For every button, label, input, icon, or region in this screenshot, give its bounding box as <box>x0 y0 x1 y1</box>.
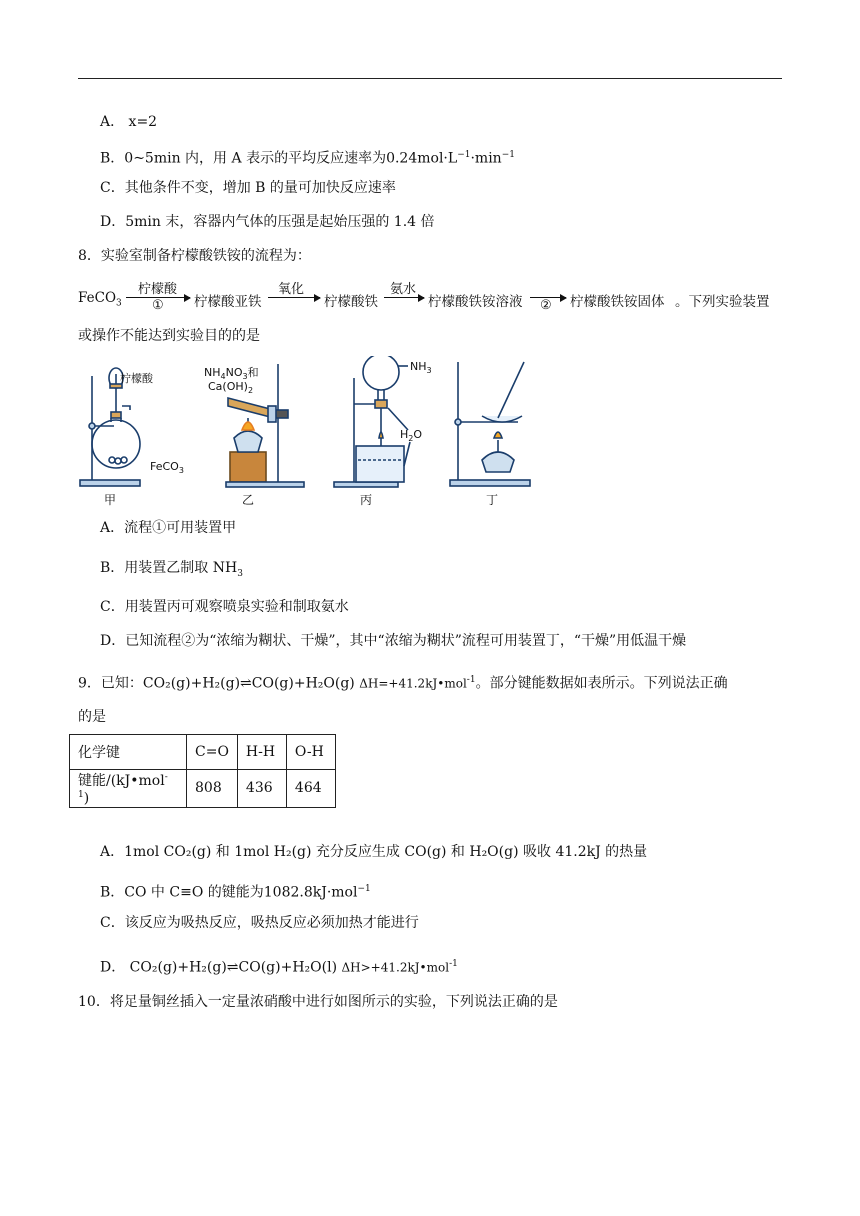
apparatus-ding <box>450 362 530 486</box>
q10-stem: 10．将足量铜丝插入一定量浓硝酸中进行如图所示的实验，下列说法正确的是 <box>78 994 558 1010</box>
table-header-cell: O-H <box>286 735 335 770</box>
table-cell: 436 <box>237 770 286 808</box>
flow-arrow-3 <box>384 297 424 298</box>
q8-stem-2: 或操作不能达到实验目的的是 <box>78 328 260 344</box>
label-ding: 丁 <box>486 493 499 507</box>
apparatus-jia <box>80 368 140 486</box>
flow-node-1: 柠檬酸亚铁 <box>194 294 262 310</box>
flow-step4-num: ② <box>540 298 552 313</box>
table-cell: 464 <box>286 770 335 808</box>
q7-option-d: D．5min 末，容器内气体的压强是起始压强的 1.4 倍 <box>100 214 435 230</box>
table-header-cell: H-H <box>237 735 286 770</box>
q9-option-a: A．1mol CO₂(g) 和 1mol H₂(g) 充分反应生成 CO(g) 和 H₂O(g) 吸收 41.2kJ 的热量 <box>100 844 648 860</box>
flow-node-feco3: FeCO$_3$ <box>78 290 122 309</box>
q9-option-c: C．该反应为吸热反应，吸热反应必须加热才能进行 <box>100 915 419 931</box>
table-header-cell: 化学键 <box>70 735 187 770</box>
flow-node-4: 柠檬酸铁铵固体 <box>570 294 665 310</box>
q7-option-c: C．其他条件不变，增加 B 的量可加快反应速率 <box>100 180 396 196</box>
label-reagent-yi: $NH_4NO_3$和 <box>204 366 259 381</box>
q8-option-b: B．用装置乙制取 $NH_3$ <box>100 560 243 579</box>
flow-step1-num: ① <box>152 298 164 313</box>
label-feco3: FeCO$_3$ <box>150 460 184 475</box>
q9-stem: 9．已知：CO₂(g)+H₂(g)⇌CO(g)+H₂O(g) ΔH=+41.2kJ•mol$^{-1}$。部分键能数据如表所示。下列说法正确 <box>78 675 728 692</box>
flow-step1-label: 柠檬酸 <box>138 282 178 297</box>
label-jia: 甲 <box>104 493 117 507</box>
q7-option-b: B．0~5min 内，用 A 表示的平均反应速率为$0.24mol\cdot L^{-1}\cdot\min^{-1}$ <box>100 150 515 167</box>
table-row-label: 键能/(kJ•mol$^{-1}$) <box>70 770 187 808</box>
q8-option-a: A．流程①可用装置甲 <box>100 520 237 536</box>
q8-apparatus-figure <box>78 356 548 510</box>
q9-option-b: B．CO 中 C≡O 的键能为1082.8kJ·mol$^{-1}$ <box>100 884 371 901</box>
bond-energy-table <box>69 734 336 808</box>
label-citric: 柠檬酸 <box>120 372 153 385</box>
q8-stem-tail: 。下列实验装置 <box>675 294 770 310</box>
flow-node-3: 柠檬酸铁铵溶液 <box>428 294 523 310</box>
flow-step3-label: 氨水 <box>390 282 417 297</box>
flow-arrow-2 <box>268 297 320 298</box>
label-yi: 乙 <box>242 493 255 507</box>
q8-option-c: C．用装置丙可观察喷泉实验和制取氨水 <box>100 599 349 615</box>
table-cell: 808 <box>187 770 238 808</box>
q9-stem-2: 的是 <box>78 709 106 725</box>
apparatus-bing <box>334 356 410 487</box>
table-row <box>70 735 336 770</box>
q8-option-d: D．已知流程②为“浓缩为糊状、干燥”，其中“浓缩为糊状”流程可用装置丁，“干燥”用低温干燥 <box>100 633 687 649</box>
header-rule <box>78 78 782 79</box>
label-nh3: $NH_3$ <box>410 360 432 375</box>
label-bing: 丙 <box>360 493 373 507</box>
table-row <box>70 770 336 808</box>
q8-process-flow <box>78 284 858 314</box>
q9-option-d: D． CO₂(g)+H₂(g)⇌CO(g)+H₂O(l) ΔH>+41.2kJ•mol$^{-1}$ <box>100 959 458 976</box>
q8-stem: 8．实验室制备柠檬酸铁铵的流程为： <box>78 248 311 264</box>
flow-step2-label: 氧化 <box>278 282 305 297</box>
label-caoh2: $Ca(OH)_2$ <box>208 380 254 395</box>
table-header-cell: C=O <box>187 735 238 770</box>
flow-node-2: 柠檬酸铁 <box>324 294 378 310</box>
q7-option-a: A． x=2 <box>100 114 158 130</box>
label-h2o: $H_2O$ <box>400 428 423 443</box>
